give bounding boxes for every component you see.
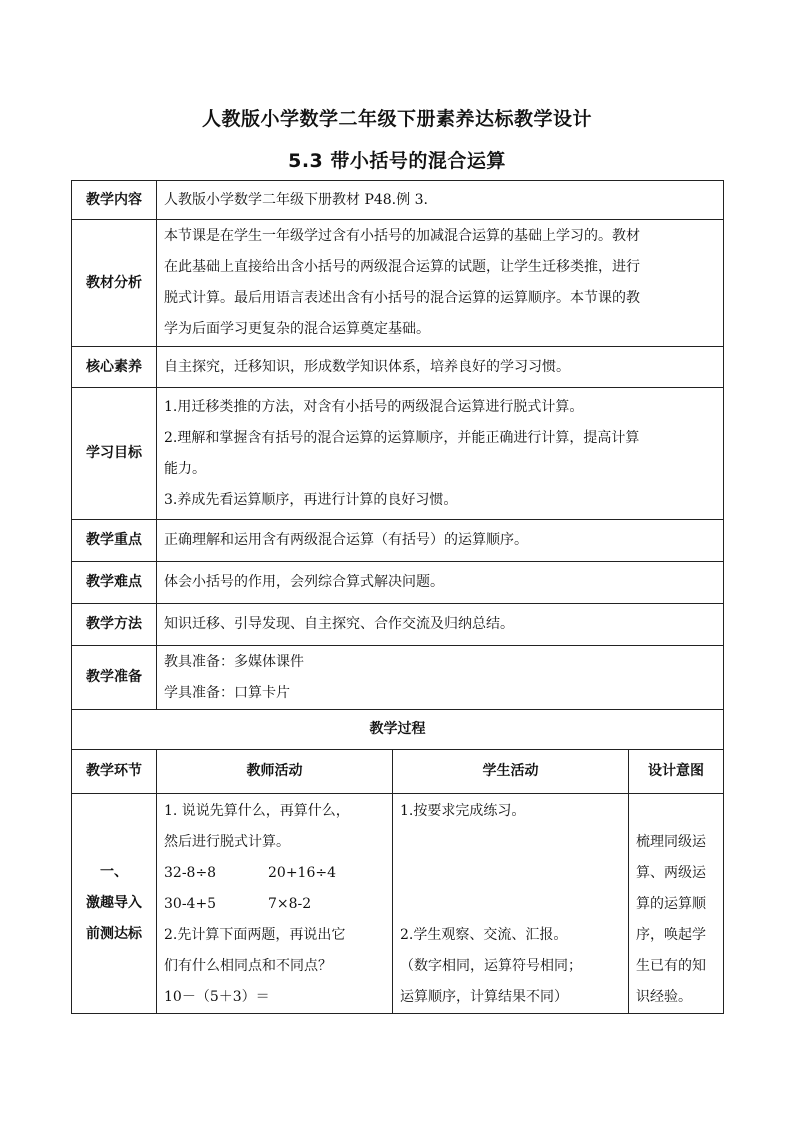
value-key: 正确理解和运用含有两级混合运算（有括号）的运算顺序。: [157, 520, 724, 562]
teacher-line: 2.先计算下面两题，再说出它: [164, 927, 346, 943]
lesson-subtitle: 5.3 带小括号的混合运算: [288, 150, 506, 172]
teacher-line: 1. 说说先算什么，再算什么，: [164, 803, 350, 819]
header-stage: 教学环节: [72, 750, 157, 794]
lesson-plan-table: [71, 180, 724, 1014]
analysis-line: 学为后面学习更复杂的混合运算奠定基础。: [164, 321, 430, 337]
value-prep: [157, 646, 724, 710]
header-intent: 设计意图: [629, 750, 724, 794]
teacher-line: 然后进行脱式计算。: [164, 834, 290, 850]
teacher-line: 们有什么相同点和不同点？: [164, 958, 332, 974]
label-content: 教学内容: [72, 181, 157, 220]
row-difficulty: [72, 562, 724, 604]
student-line: 2.学生观察、交流、汇报。: [400, 927, 568, 943]
intent-line: 梳理同级运: [636, 834, 706, 850]
row-method: [72, 604, 724, 646]
goal-line: 能力。: [164, 460, 206, 477]
header-teacher: 教师活动: [157, 750, 393, 794]
row-stage-1: [72, 794, 724, 1014]
value-analysis: [157, 220, 724, 347]
formula: 20+16÷4: [268, 865, 336, 881]
intent-line: 生已有的知: [636, 958, 706, 974]
goal-line: 2.理解和掌握含有括号的混合运算的运算顺序，并能正确进行计算，提高计算: [164, 429, 640, 446]
label-key: 教学重点: [72, 520, 157, 562]
row-key: [72, 520, 724, 562]
formula: 7×8-2: [268, 896, 312, 912]
label-prep: 教学准备: [72, 646, 157, 710]
intent-line: 序，唤起学: [636, 927, 706, 943]
student-spacer: [400, 827, 621, 920]
value-method: 知识迁移、引导发现、自主探究、合作交流及归纳总结。: [157, 604, 724, 646]
formula-row: [164, 889, 385, 920]
intent-line: 算的运算顺: [636, 896, 706, 912]
stage-name-line: 激趣导入: [86, 895, 142, 911]
formula: 32-8÷8: [164, 865, 217, 881]
label-difficulty: 教学难点: [72, 562, 157, 604]
analysis-line: 本节课是在学生一年级学过含有小括号的加减混合运算的基础上学习的。教材: [164, 228, 640, 244]
design-intent: [629, 794, 724, 1014]
stage-number: 一、: [100, 864, 128, 880]
stage-name-line: 前测达标: [86, 926, 142, 942]
label-goals: 学习目标: [72, 388, 157, 520]
value-literacy: 自主探究，迁移知识，形成数学知识体系，培养良好的学习习惯。: [157, 347, 724, 388]
document-title: 人教版小学数学二年级下册素养达标教学设计: [201, 108, 592, 130]
student-line: 1.按要求完成练习。: [400, 803, 526, 819]
goal-line: 3.养成先看运算顺序，再进行计算的良好习惯。: [164, 491, 458, 508]
analysis-line: 在此基础上直接给出含小括号的两级混合运算的试题，让学生迁移类推，进行: [164, 259, 640, 275]
value-difficulty: 体会小括号的作用，会列综合算式解决问题。: [157, 562, 724, 604]
prep-line: 教具准备：多媒体课件: [164, 653, 304, 670]
student-line: （数字相同，运算符号相同；: [400, 958, 582, 974]
student-line: 运算顺序，计算结果不同）: [400, 989, 568, 1005]
row-goals: [72, 388, 724, 520]
row-process-title: [72, 710, 724, 750]
prep-line: 学具准备：口算卡片: [164, 684, 290, 701]
goal-line: 1.用迁移类推的方法，对含有小括号的两级混合运算进行脱式计算。: [164, 398, 584, 415]
row-analysis: [72, 220, 724, 347]
header-student: 学生活动: [393, 750, 629, 794]
formula: 30-4+5: [164, 896, 217, 912]
row-prep: [72, 646, 724, 710]
teacher-activity: [157, 794, 393, 1014]
teacher-line: 10－（5＋3）＝: [164, 989, 270, 1005]
row-content: [72, 181, 724, 220]
student-activity: [393, 794, 629, 1014]
intent-line: 算、两级运: [636, 865, 706, 881]
label-method: 教学方法: [72, 604, 157, 646]
intent-line: 识经验。: [636, 989, 692, 1005]
value-content: 人教版小学数学二年级下册教材 P48.例 3.: [157, 181, 724, 220]
row-literacy: [72, 347, 724, 388]
label-literacy: 核心素养: [72, 347, 157, 388]
row-process-headers: [72, 750, 724, 794]
stage-1-label: [72, 794, 157, 1014]
value-goals: [157, 388, 724, 520]
analysis-line: 脱式计算。最后用语言表述出含有小括号的混合运算的运算顺序。本节课的教: [164, 290, 640, 306]
label-analysis: 教材分析: [72, 220, 157, 347]
formula-row: [164, 858, 385, 889]
process-title: 教学过程: [72, 710, 724, 750]
